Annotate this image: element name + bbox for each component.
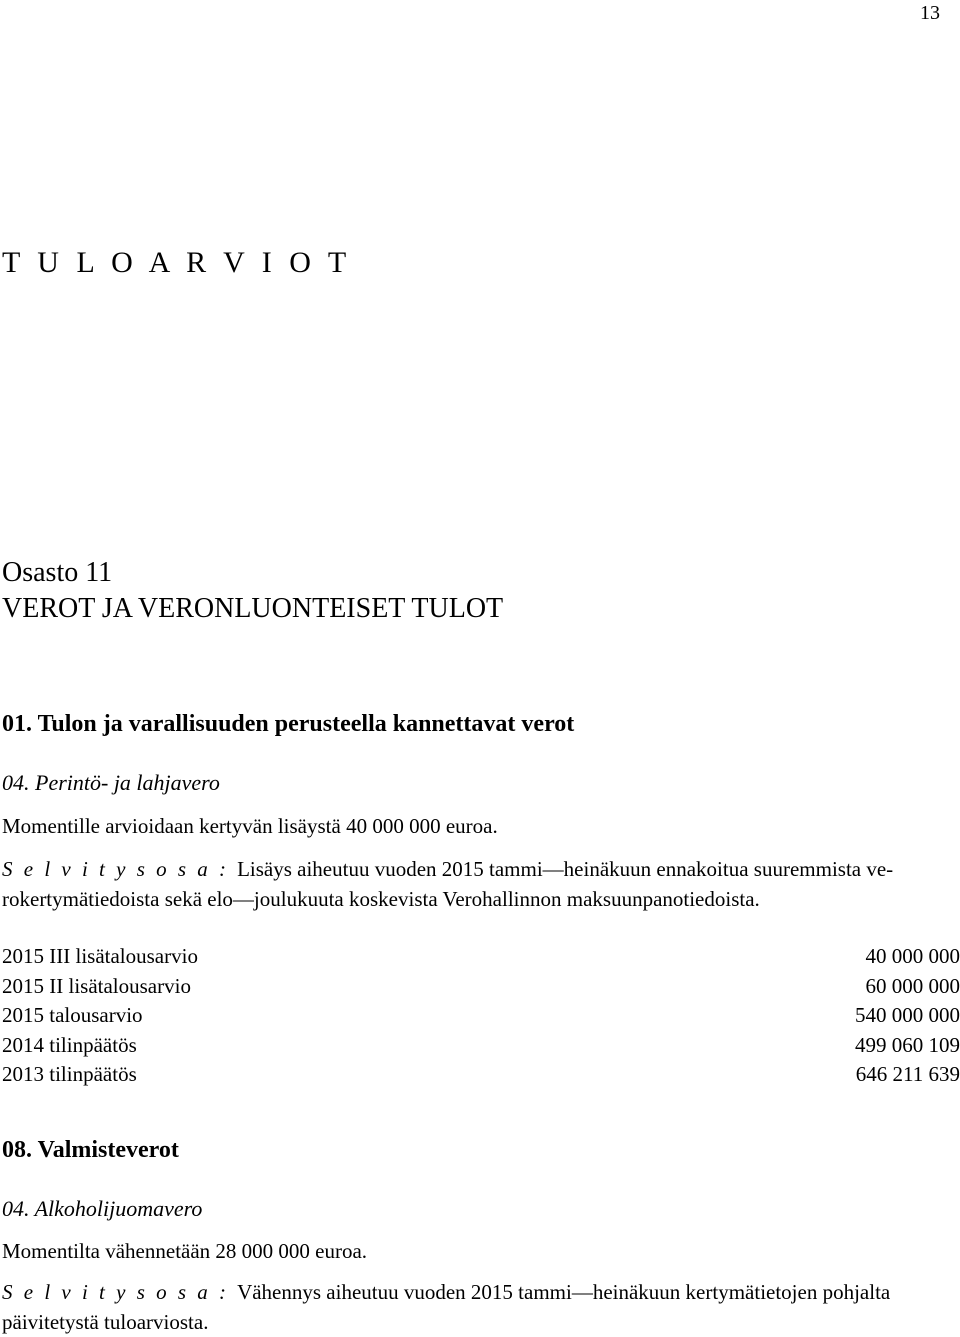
explanation-line-2: päivitetystä tuloarviosta. <box>2 1307 960 1337</box>
explanation-label: S e l v i t y s o s a : <box>2 857 229 881</box>
item-04-alcohol-tax-heading: 04. Alkoholijuomavero <box>2 1196 202 1222</box>
figure-value: 40 000 000 <box>866 942 960 972</box>
inheritance-tax-estimate: Momentille arvioidaan kertyvän lisäystä 40 000 000 euroa. <box>2 814 498 839</box>
inheritance-tax-explanation <box>2 854 960 914</box>
figure-value: 646 211 639 <box>856 1060 960 1090</box>
alcohol-tax-estimate: Momentilta vähennetään 28 000 000 euroa. <box>2 1239 367 1264</box>
figure-row <box>2 942 960 972</box>
figure-row <box>2 1060 960 1090</box>
figure-label: 2015 talousarvio <box>2 1001 143 1031</box>
explanation-text-1: Lisäys aiheutuu vuoden 2015 tammi—heinäkuun ennakoitua suuremmista ve- <box>237 857 893 881</box>
figure-label: 2013 tilinpäätös <box>2 1060 137 1090</box>
figure-label: 2014 tilinpäätös <box>2 1031 137 1061</box>
explanation-text-1: Vähennys aiheutuu vuoden 2015 tammi—heinäkuun kertymätietojen pohjalta <box>237 1280 890 1304</box>
figure-value: 499 060 109 <box>855 1031 960 1061</box>
figure-row <box>2 1001 960 1031</box>
department-number: Osasto 11 <box>2 555 112 591</box>
explanation-label: S e l v i t y s o s a : <box>2 1280 229 1304</box>
page-number: 13 <box>920 2 940 25</box>
explanation-line-1 <box>2 1277 960 1307</box>
figure-label: 2015 II lisätalousarvio <box>2 972 191 1002</box>
budget-figures-table <box>2 942 960 1090</box>
department-name: VEROT JA VERONLUONTEISET TULOT <box>2 591 503 627</box>
figure-value: 540 000 000 <box>855 1001 960 1031</box>
explanation-line-2: rokertymätiedoista sekä elo—joulukuuta koskevista Verohallinnon maksuunpanotiedoista. <box>2 884 960 914</box>
figure-row <box>2 972 960 1002</box>
figure-value: 60 000 000 <box>866 972 960 1002</box>
document-title: T U L O A R V I O T <box>2 246 351 280</box>
section-01-heading: 01. Tulon ja varallisuuden perusteella kannettavat verot <box>2 711 574 738</box>
section-08-heading: 08. Valmisteverot <box>2 1137 179 1164</box>
figure-row <box>2 1031 960 1061</box>
figure-label: 2015 III lisätalousarvio <box>2 942 198 972</box>
item-04-inheritance-tax-heading: 04. Perintö- ja lahjavero <box>2 770 220 796</box>
explanation-line-1 <box>2 854 960 884</box>
alcohol-tax-explanation <box>2 1277 960 1337</box>
